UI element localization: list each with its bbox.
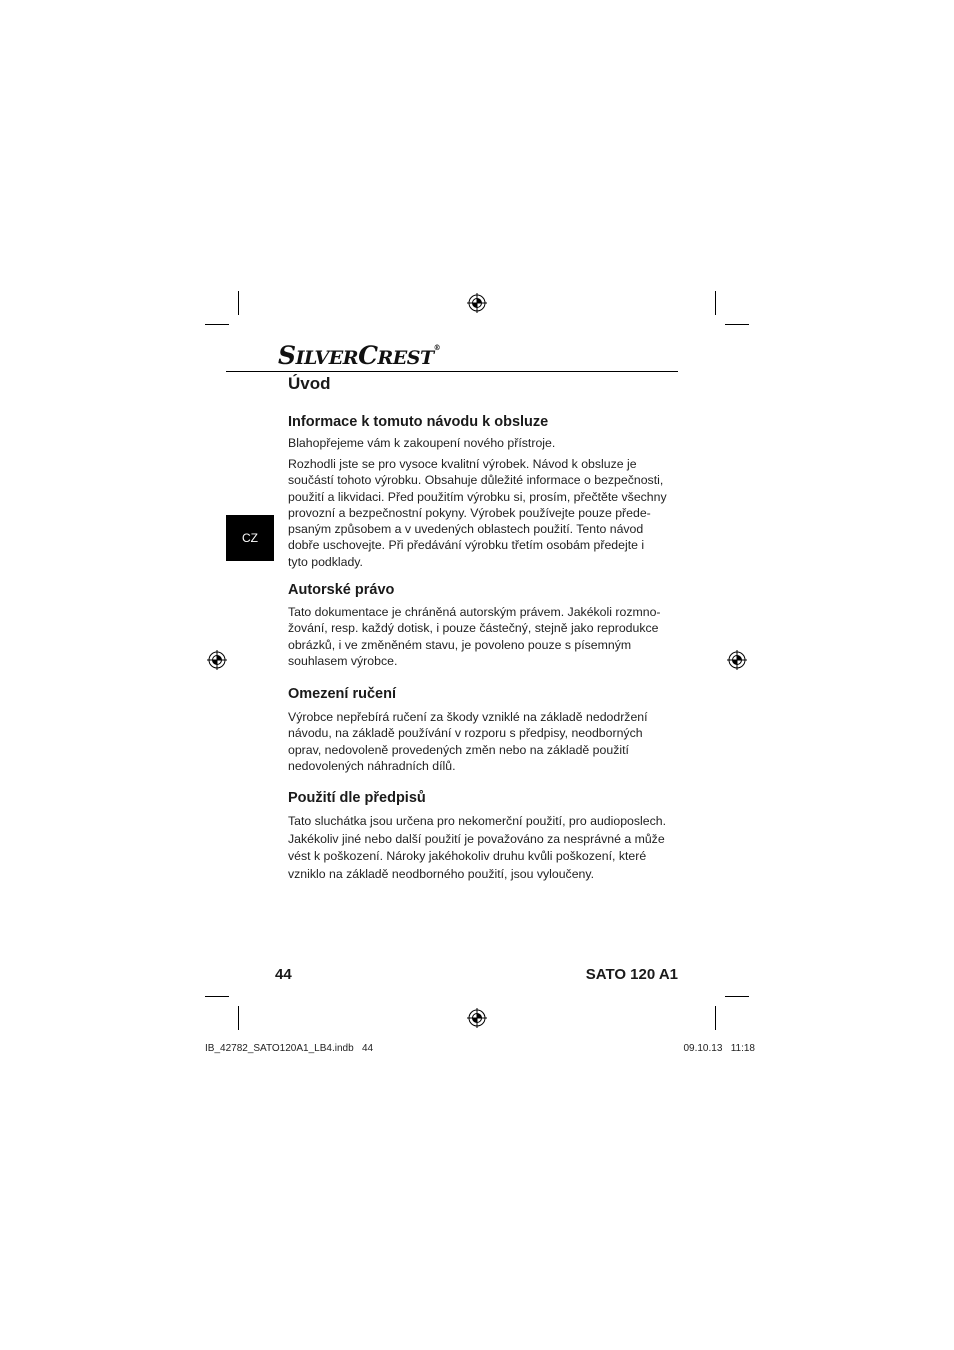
registration-mark-icon [207,650,227,670]
header-rule [226,371,678,372]
crop-mark [725,324,749,325]
crop-mark [205,324,229,325]
registration-mark-icon [727,650,747,670]
paragraph: Tato dokumentace je chráněná autorským právem. Jakékoli rozmno- žování, resp. každý dotisk, i pouze částečný, stejně jako reprodukce obrázků, i ve změněném stavu, je povoleno pouze s písemným souhlasem výrobce. [288,605,661,668]
page-number: 44 [275,966,292,983]
page-title: Úvod [288,374,331,393]
paragraph: Tato sluchátka jsou určena pro nekomerční použití, pro audioposlech. Jakékoliv jiné nebo další použití je považováno za nesprávné a může vést k poškození. Nároky jakéhokoliv druhu kvůli poškození, které vzniklo na základě neodborného použití, jsou vyloučeny. [288,814,667,881]
crop-mark [238,291,239,315]
registration-mark-icon [467,1008,487,1028]
section-heading: Omezení ručení [288,686,396,702]
model-name: SATO 120 A1 [585,966,678,983]
section-heading: Autorské právo [288,582,395,598]
crop-mark [238,1006,239,1030]
print-slug-datetime: 09.10.13 11:18 [683,1043,755,1054]
crop-mark [725,996,749,997]
section-heading: Použití dle předpisů [288,790,426,806]
crop-mark [715,1006,716,1030]
paragraph: Rozhodli jste se pro vysoce kvalitní výrobek. Návod k obsluze je součástí tohoto výrobku. Obsahuje důležité informace o bezpečnosti, použití a likvidaci. Před použitím výrobku si, prosím, přečtěte všechny provozní a bezpečnostní pokyny. Výrobek používejte pouze přede- psaným způsobem a v uvedených oblastech použití. Tento návod dobře uschovejte. Při předávání výrobku třetím osobám předejte i tyto podklady. [288,457,667,569]
paragraph: Výrobce nepřebírá ručení za škody vzniklé na základě nedodržení návodu, na základě používání v rozporu s předpisy, neodborných oprav, nedovoleně provedených změn nebo na základě použití nedovolených náhradních dílů. [288,710,648,773]
paragraph: Blahopřejeme vám k zakoupení nového přístroje. [288,436,556,450]
crop-mark [715,291,716,315]
silvercrest-logo: SILVERCREST® [278,341,441,370]
section-heading: Informace k tomuto návodu k obsluze [288,414,549,430]
print-slug-file: IB_42782_SATO120A1_LB4.indb 44 [205,1043,374,1054]
registration-mark-icon [467,293,487,313]
language-tab: CZ [226,515,274,561]
crop-mark [205,996,229,997]
